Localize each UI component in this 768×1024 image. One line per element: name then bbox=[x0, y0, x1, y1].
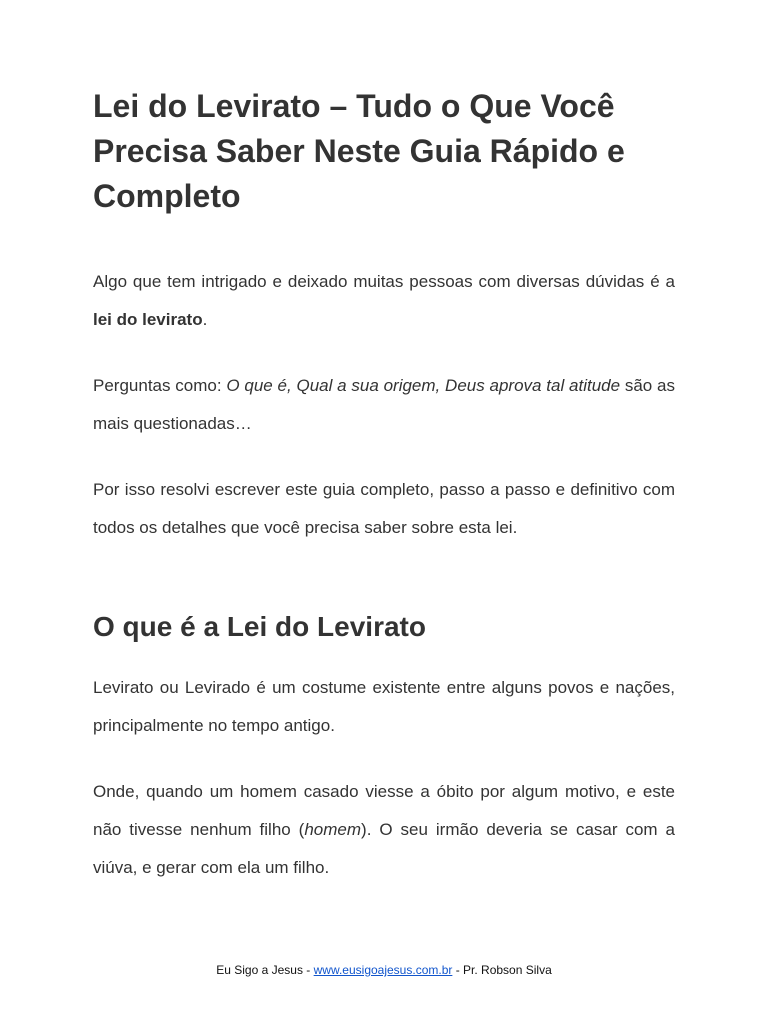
page-title: Lei do Levirato – Tudo o Que Você Precisa Saber Neste Guia Rápido e Completo bbox=[93, 88, 625, 214]
intro-paragraph-2 bbox=[93, 367, 675, 443]
page-footer bbox=[0, 962, 768, 978]
footer-prefix: Eu Sigo a Jesus - bbox=[216, 963, 314, 977]
section-paragraph-2-end: ). O seu irmão deveria se casar com a viúva, e gerar com ela um filho. bbox=[93, 820, 675, 877]
footer-suffix: - Pr. Robson Silva bbox=[452, 963, 552, 977]
section-paragraph-2-italic: homem bbox=[304, 820, 362, 839]
intro-paragraph-2-text: Perguntas como: bbox=[93, 376, 227, 395]
intro-paragraph-2-italic: O que é, Qual a sua origem, Deus aprova tal atitude bbox=[226, 376, 621, 395]
intro-paragraph-3: Por isso resolvi escrever este guia completo, passo a passo e definitivo com todos os detalhes que você precisa saber sobre esta lei. bbox=[93, 480, 675, 537]
intro-paragraph-2-end: são as mais questionadas… bbox=[93, 376, 675, 433]
intro-paragraph-1 bbox=[93, 263, 675, 339]
article bbox=[93, 84, 675, 915]
section-paragraph-1: Levirato ou Levirado é um costume existente entre alguns povos e nações, principalmente no tempo antigo. bbox=[93, 678, 675, 735]
intro-paragraph-1-end: . bbox=[202, 310, 208, 329]
section-heading: O que é a Lei do Levirato bbox=[93, 611, 426, 642]
section-paragraph-2-text: Onde, quando um homem casado viesse a óbito por algum motivo, e este não tivesse nenhum filho ( bbox=[93, 782, 675, 839]
intro-paragraph-1-bold: lei do levirato bbox=[93, 310, 203, 329]
footer-link[interactable]: www.eusigoajesus.com.br bbox=[313, 963, 453, 977]
section-paragraph-2 bbox=[93, 773, 675, 887]
intro-paragraph-1-text: Algo que tem intrigado e deixado muitas pessoas com diversas dúvidas é a bbox=[93, 272, 675, 291]
